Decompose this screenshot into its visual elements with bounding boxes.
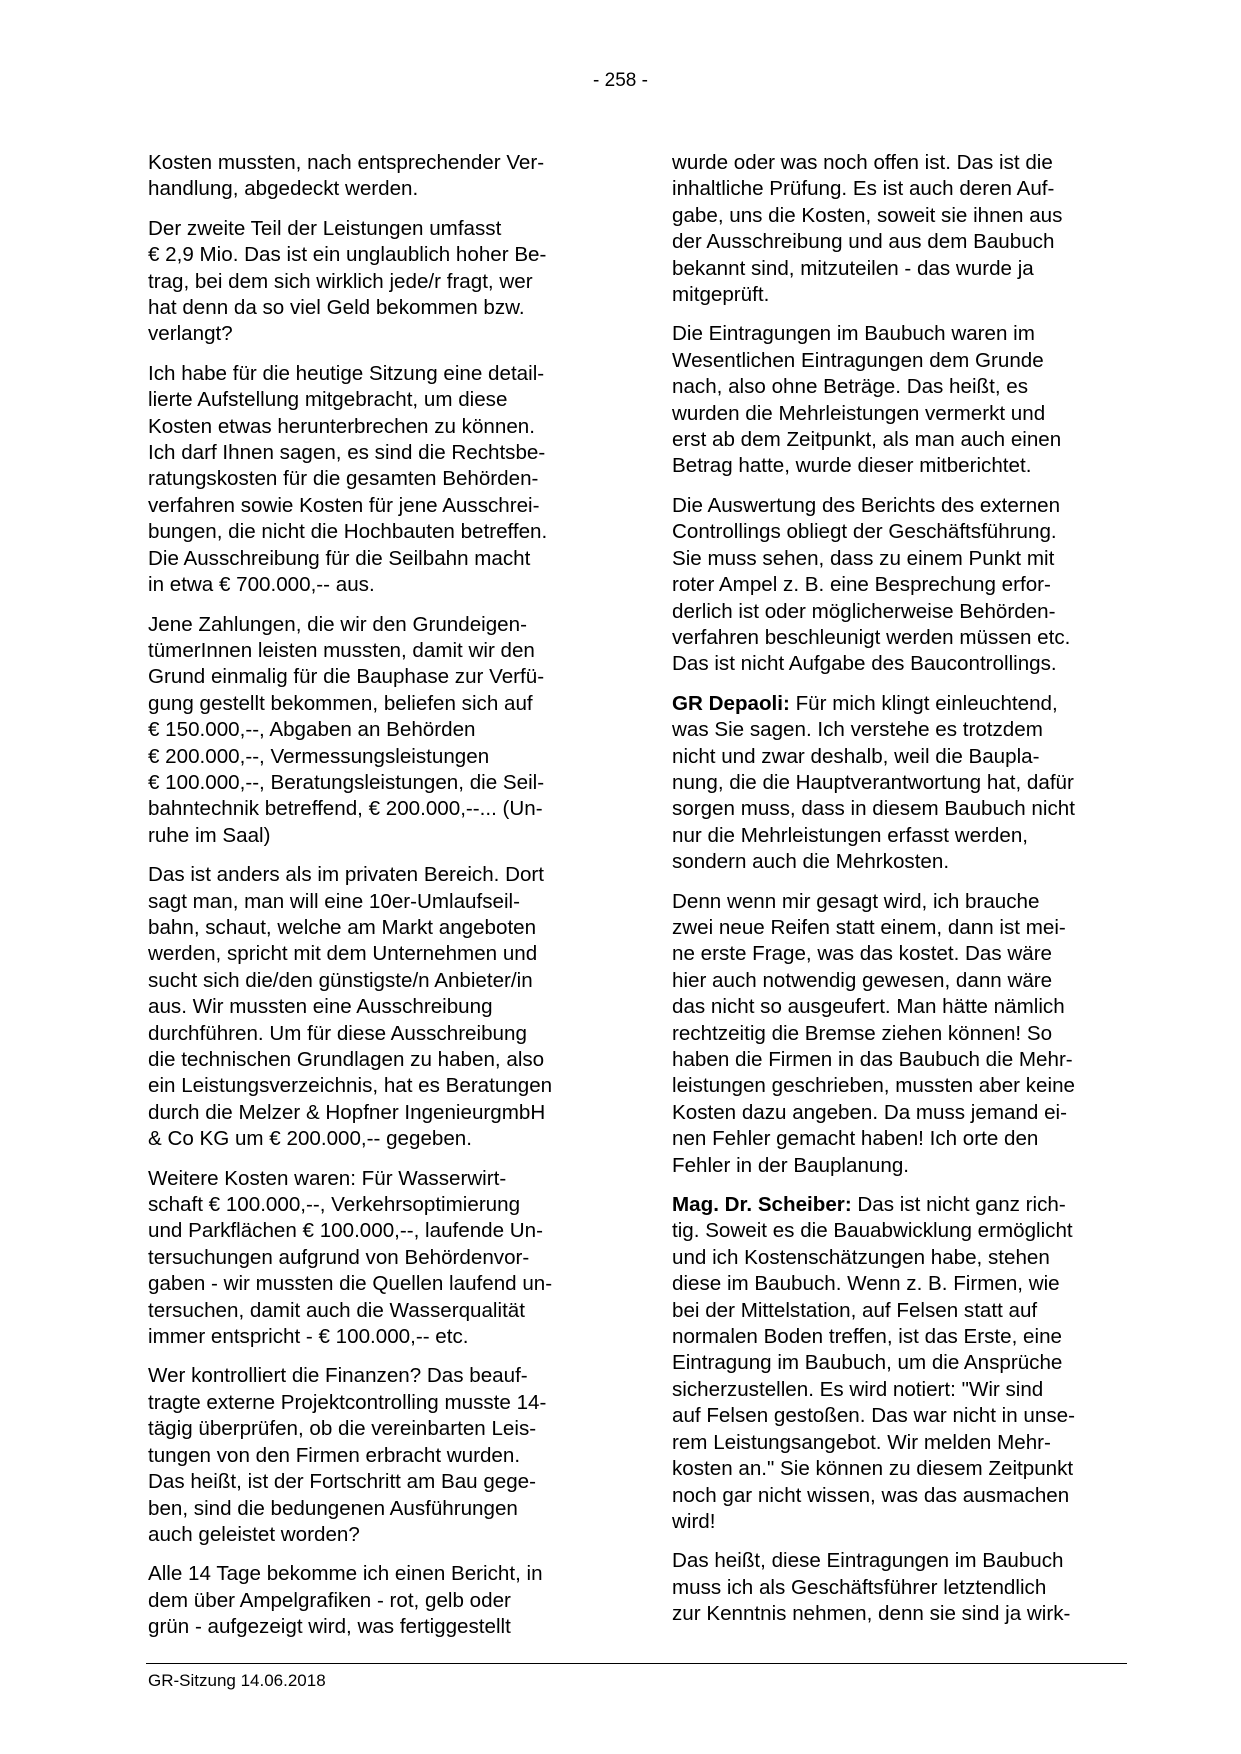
text-line: erst ab dem Zeitpunkt, als man auch einen — [672, 428, 1062, 452]
text-line: aus. Wir mussten eine Ausschreibung — [148, 995, 493, 1019]
text-line: und ich Kostenschätzungen habe, stehen — [672, 1245, 1050, 1269]
text-line: immer entspricht - € 100.000,-- etc. — [148, 1325, 469, 1349]
text-line: € 2,9 Mio. Das ist ein unglaublich hoher Be- — [148, 243, 547, 267]
text-line: nicht und zwar deshalb, weil die Baupla- — [672, 744, 1040, 768]
text-line: hier auch notwendig gewesen, dann wäre — [672, 968, 1053, 992]
text-line: der Ausschreibung und aus dem Baubuch — [672, 230, 1055, 254]
text-line: dem über Ampelgrafiken - rot, gelb oder — [148, 1588, 511, 1612]
text-line: noch gar nicht wissen, was das ausmachen — [672, 1483, 1070, 1507]
paragraph — [672, 493, 1127, 678]
text-line: Controllings obliegt der Geschäftsführung. — [672, 520, 1057, 544]
text-line: verfahren beschleunigt werden müssen etc. — [672, 625, 1071, 649]
paragraph — [148, 150, 603, 203]
paragraph — [148, 361, 603, 599]
left-column — [148, 150, 603, 1654]
text-line: Das ist nicht Aufgabe des Baucontrollings. — [672, 652, 1057, 676]
footer-divider — [146, 1663, 1127, 1664]
paragraph — [672, 691, 1127, 876]
text-line: sondern auch die Mehrkosten. — [672, 850, 950, 874]
text-line — [672, 1192, 1127, 1218]
text-line: Wer kontrolliert die Finanzen? Das beauf- — [148, 1364, 528, 1388]
text-line: inhaltliche Prüfung. Es ist auch deren Auf- — [672, 177, 1055, 201]
text-line: verlangt? — [148, 322, 233, 346]
text-line: durchführen. Um für diese Ausschreibung — [148, 1021, 527, 1045]
text-line: bei der Mittelstation, auf Felsen statt auf — [672, 1298, 1038, 1322]
text-line: und Parkflächen € 100.000,--, laufende Un- — [148, 1219, 543, 1243]
text-line: schaft € 100.000,--, Verkehrsoptimierung — [148, 1193, 521, 1217]
text-line: trag, bei dem sich wirklich jede/r fragt, wer — [148, 269, 533, 293]
speaker-name: GR Depaoli: — [672, 691, 790, 715]
text-line: ratungskosten für die gesamten Behörden- — [148, 467, 539, 491]
text-line: grün - aufgezeigt wird, was fertiggestellt — [148, 1615, 511, 1639]
text-line: Das ist anders als im privaten Bereich. Dort — [148, 863, 545, 887]
text-line: wird! — [672, 1509, 716, 1533]
text-line: Eintragung im Baubuch, um die Ansprüche — [672, 1351, 1063, 1375]
text-line: sagt man, man will eine 10er-Umlaufseil- — [148, 889, 520, 913]
text-line: sicherzustellen. Es wird notiert: "Wir sind — [672, 1377, 1044, 1401]
text-line: Die Ausschreibung für die Seilbahn macht — [148, 546, 531, 570]
text-line: tümerInnen leisten mussten, damit wir den — [148, 638, 535, 662]
text-line: diese im Baubuch. Wenn z. B. Firmen, wie — [672, 1272, 1060, 1296]
text-line: ein Leistungsverzeichnis, hat es Beratungen — [148, 1074, 553, 1098]
text-line: was Sie sagen. Ich verstehe es trotzdem — [672, 718, 1043, 742]
text-line: wurden die Mehrleistungen vermerkt und — [672, 401, 1046, 425]
paragraph — [672, 889, 1127, 1179]
text-line: Ich darf Ihnen sagen, es sind die Rechtsbe- — [148, 441, 546, 465]
text-line: € 100.000,--, Beratungsleistungen, die Seil- — [148, 770, 545, 794]
paragraph — [672, 321, 1127, 479]
text-line: € 200.000,--, Vermessungsleistungen — [148, 744, 490, 768]
text-line: Kosten mussten, nach entsprechender Ver- — [148, 151, 545, 174]
text-line: Die Eintragungen im Baubuch waren im — [672, 322, 1035, 346]
text-line — [672, 691, 1127, 717]
text-line: gung gestellt bekommen, beliefen sich auf — [148, 691, 533, 715]
paragraph — [148, 216, 603, 348]
text-line: Wesentlichen Eintragungen dem Grunde — [672, 348, 1044, 372]
text-line: Betrag hatte, wurde dieser mitberichtet. — [672, 454, 1032, 478]
text-line: auf Felsen gestoßen. Das war nicht in unse- — [672, 1404, 1075, 1428]
text-line: Das heißt, ist der Fortschritt am Bau gege- — [148, 1470, 536, 1494]
text-line: roter Ampel z. B. eine Besprechung erfor- — [672, 573, 1051, 597]
text-line: zwei neue Reifen statt einem, dann ist mei- — [672, 915, 1066, 939]
paragraph — [148, 1363, 603, 1548]
text-line: Jene Zahlungen, die wir den Grundeigen- — [148, 612, 527, 636]
text-line: Der zweite Teil der Leistungen umfasst — [148, 216, 502, 240]
text-line: verfahren sowie Kosten für jene Ausschrei- — [148, 493, 540, 517]
text-line: lierte Aufstellung mitgebracht, um diese — [148, 388, 508, 412]
text-line: bahntechnik betreffend, € 200.000,--... (Un- — [148, 797, 543, 821]
text-line: Die Auswertung des Berichts des externen — [672, 493, 1061, 517]
text-line: das nicht so ausgeufert. Man hätte nämlich — [672, 995, 1065, 1019]
text-line: werden, spricht mit dem Unternehmen und — [148, 942, 538, 966]
right-column — [672, 150, 1127, 1641]
text-line: die technischen Grundlagen zu haben, also — [148, 1048, 545, 1071]
text-line: Alle 14 Tage bekomme ich einen Bericht, in — [148, 1562, 543, 1586]
text-line: tersuchungen aufgrund von Behördenvor- — [148, 1245, 530, 1269]
speaker-name: Mag. Dr. Scheiber: — [672, 1193, 852, 1217]
text-line: kosten an." Sie können zu diesem Zeitpunkt — [672, 1457, 1074, 1481]
paragraph — [672, 1192, 1127, 1535]
paragraph — [148, 612, 603, 850]
text-line: Denn wenn mir gesagt wird, ich brauche — [672, 889, 1040, 913]
text-line: nen Fehler gemacht haben! Ich orte den — [672, 1127, 1039, 1151]
text-line: ruhe im Saal) — [148, 823, 271, 847]
text-line: leistungen geschrieben, mussten aber keine — [672, 1074, 1075, 1098]
speaker-statement: Das ist nicht ganz rich- — [851, 1193, 1066, 1217]
text-line: nung, die die Hauptverantwortung hat, dafür — [672, 770, 1074, 794]
text-line: gaben - wir mussten die Quellen laufend un- — [148, 1272, 553, 1296]
text-line: mitgeprüft. — [672, 283, 770, 307]
text-line: auch geleistet worden? — [148, 1522, 360, 1546]
text-line: bekannt sind, mitzuteilen - das wurde ja — [672, 256, 1034, 280]
speaker-statement: Für mich klingt einleuchtend, — [789, 691, 1058, 715]
paragraph — [148, 1166, 603, 1351]
text-line: Weitere Kosten waren: Für Wasserwirt- — [148, 1166, 507, 1190]
text-line: haben die Firmen in das Baubuch die Mehr- — [672, 1048, 1073, 1071]
text-line: rechtzeitig die Bremse ziehen können! So — [672, 1021, 1053, 1045]
text-line: in etwa € 700.000,-- aus. — [148, 573, 375, 597]
text-line: tungen von den Firmen erbracht wurden. — [148, 1443, 521, 1467]
text-line: Ich habe für die heutige Sitzung eine detail- — [148, 361, 545, 385]
paragraph — [672, 150, 1127, 308]
text-line: Kosten etwas herunterbrechen zu können. — [148, 414, 535, 438]
text-line: durch die Melzer & Hopfner IngenieurgmbH — [148, 1100, 546, 1124]
text-line: tig. Soweit es die Bauabwicklung ermöglicht — [672, 1219, 1073, 1243]
text-line: nur die Mehrleistungen erfasst werden, — [672, 823, 1029, 847]
text-line: ben, sind die bedungenen Ausführungen — [148, 1496, 518, 1520]
text-line: Sie muss sehen, dass zu einem Punkt mit — [672, 546, 1055, 570]
text-line: sucht sich die/den günstigste/n Anbieter/in — [148, 968, 533, 992]
text-line: tägig überprüfen, ob die vereinbarten Leis- — [148, 1417, 537, 1441]
text-line: tersuchen, damit auch die Wasserqualität — [148, 1298, 525, 1322]
text-line: nach, also ohne Beträge. Das heißt, es — [672, 375, 1029, 399]
text-line: normalen Boden treffen, ist das Erste, eine — [672, 1325, 1062, 1349]
text-line: sorgen muss, dass in diesem Baubuch nicht — [672, 797, 1075, 821]
footer-session-date: GR-Sitzung 14.06.2018 — [148, 1671, 326, 1690]
text-line: tragte externe Projektcontrolling musste 14- — [148, 1390, 547, 1414]
paragraph — [148, 862, 603, 1152]
text-line: derlich ist oder möglicherweise Behörden- — [672, 599, 1056, 623]
text-line: muss ich als Geschäftsführer letztendlich — [672, 1575, 1047, 1599]
text-line: wurde oder was noch offen ist. Das ist die — [672, 151, 1053, 174]
text-line: rem Leistungsangebot. Wir melden Mehr- — [672, 1430, 1051, 1454]
text-line: Das heißt, diese Eintragungen im Baubuch — [672, 1549, 1064, 1573]
text-line: gabe, uns die Kosten, soweit sie ihnen aus — [672, 203, 1063, 227]
paragraph — [672, 1548, 1127, 1627]
text-line: ne erste Frage, was das kostet. Das wäre — [672, 942, 1053, 966]
page-number: - 258 - — [593, 70, 648, 91]
text-line: € 150.000,--, Abgaben an Behörden — [148, 718, 476, 742]
text-line: bungen, die nicht die Hochbauten betreffen. — [148, 520, 548, 544]
text-line: Fehler in der Bauplanung. — [672, 1153, 909, 1177]
text-line: handlung, abgedeckt werden. — [148, 177, 419, 201]
text-line: & Co KG um € 200.000,-- gegeben. — [148, 1127, 472, 1151]
text-line: hat denn da so viel Geld bekommen bzw. — [148, 296, 525, 320]
text-line: Grund einmalig für die Bauphase zur Verfü- — [148, 665, 545, 689]
text-line: zur Kenntnis nehmen, denn sie sind ja wirk- — [672, 1602, 1071, 1626]
text-line: bahn, schaut, welche am Markt angeboten — [148, 915, 537, 939]
paragraph — [148, 1561, 603, 1640]
text-line: Kosten dazu angeben. Da muss jemand ei- — [672, 1100, 1067, 1124]
